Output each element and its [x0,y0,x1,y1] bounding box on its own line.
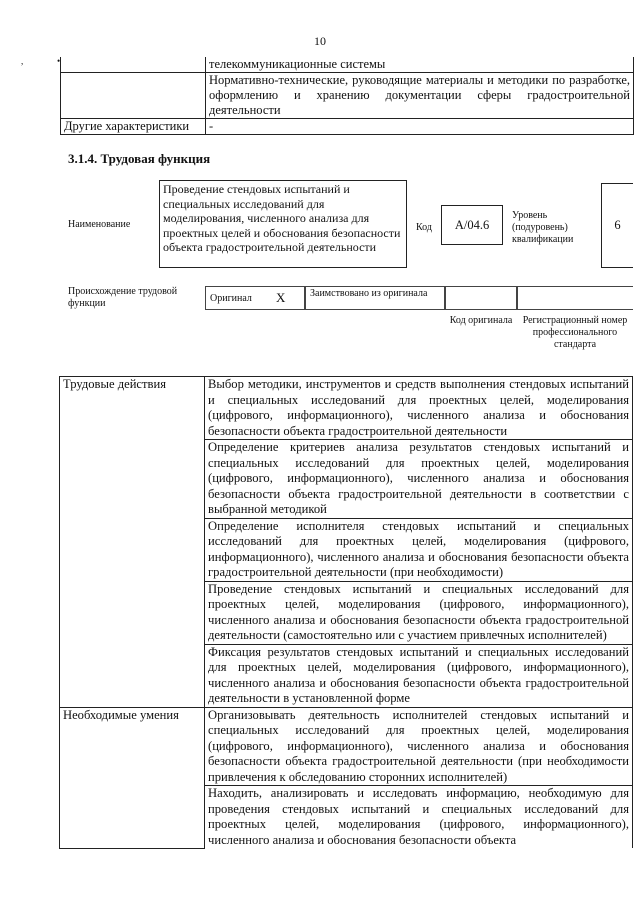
level-label: Уровень (подуровень) квалификации [512,210,574,245]
table-row [60,377,633,440]
reg-caption: Регистрационный номер профессионального стандарта [522,315,628,350]
code-value: А/04.6 [441,205,503,245]
name-label: Наименование [68,219,131,230]
row-label: Необходимые умения [60,707,205,848]
list-item: Организовывать деятельность исполнителей стендовых испытаний и специальных исследований для проектных целей, моделирования (цифрового, информационного), численного анализа и обоснования безопасности объекта градостроительной деятельности (при необходимости привлечения к обследованию сторонних исполнителей) [205,707,633,786]
row-label: Трудовые действия [60,377,205,708]
original-label: Оригинал [210,293,252,304]
level-value: 6 [601,183,633,268]
table-row [61,73,634,119]
list-item: Выбор методики, инструментов и средств выполнения стендовых испытаний и специальных исследований для проектных целей, моделирования (цифрового, информационного), численного анализа и обоснования безопасности объекта градостроительной деятельности [205,377,633,440]
table-row [60,707,633,786]
list-item: Фиксация результатов стендовых испытаний и специальных исследований для проектных целей, моделирования (цифрового, информационного), численного анализа и обоснования безопасности объекта градостроительной деятельности в установленной форме [205,644,633,707]
section-heading: 3.1.4. Трудовая функция [68,151,211,166]
row-text: телекоммуникационные системы [206,57,634,73]
original-code-cell [445,286,517,310]
row-label [61,57,206,73]
original-mark: X [276,290,286,305]
row-label: Другие характеристики [61,119,206,135]
code-caption: Код оригинала [449,315,513,326]
table-row [61,119,634,135]
original-cell [205,286,305,310]
list-item: Определение критериев анализа результатов стендовых испытаний и специальных исследований для проектных целей, моделирования (цифрового, информационного), численного анализа и обоснования безопасности объекта градостроительной деятельности в соответствии с выбранной методикой [205,440,633,519]
function-name: Проведение стендовых испытаний и специальных исследований для моделирования, численного анализа для проектных целей и обоснования безопасности объекта градостроительной деятельности [159,180,407,268]
function-table [59,376,633,849]
table-row [61,57,634,73]
reg-number-cell [517,286,633,310]
margin-mark: • [57,56,61,66]
list-item: Проведение стендовых испытаний и специальных исследований для проектных целей, моделирования (цифрового, информационного), численного анализа и обоснования безопасности объекта градостроительной деятельности (самостоятельно или с участием привлечных исполнителей) [205,581,633,644]
page-number: 10 [314,34,326,48]
list-item: Находить, анализировать и исследовать информацию, необходимую для проведения стендовых испытаний и специальных исследований для проектных целей, моделирования (цифрового, информационного), численного анализа и обоснования безопасности объекта [205,786,633,849]
borrowed-label: Заимствовано из оригинала [305,286,445,310]
margin-mark: , [21,56,24,66]
continuation-table [60,57,634,135]
row-label [61,73,206,119]
row-text: Нормативно-технические, руководящие материалы и методики по разработке, оформлению и хранению документации сферы градостроительной деятельности [206,73,634,119]
list-item: Определение исполнителя стендовых испытаний и специальных исследований для проектных целей, моделирования (цифрового, информационного), численного анализа и обоснования безопасности объекта градостроительной деятельности (при необходимости) [205,518,633,581]
origin-label: Происхождение трудовой функции [68,286,178,309]
code-label: Код [416,222,432,233]
row-text: - [206,119,634,135]
